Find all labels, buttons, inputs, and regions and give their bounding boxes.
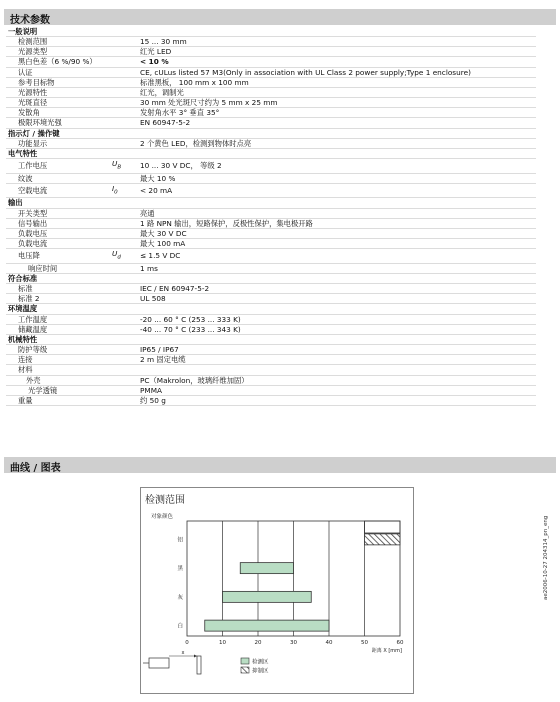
target-schematic xyxy=(197,656,201,674)
spec-symbol xyxy=(112,314,140,324)
spec-label: 外壳 xyxy=(6,375,112,385)
spec-group-row xyxy=(6,198,536,208)
spec-value: UL 508 xyxy=(140,294,536,304)
legend-swatch-suppress xyxy=(241,667,249,673)
spec-row xyxy=(6,365,536,375)
spec-value xyxy=(140,304,536,314)
spec-label: 工作电压 xyxy=(6,159,112,174)
spec-value: 1 ms xyxy=(140,263,536,273)
spec-label: 连接 xyxy=(6,355,112,365)
spec-label: 光斑直径 xyxy=(6,98,112,108)
curves-title: 曲线 / 图表 xyxy=(10,463,61,474)
spec-row xyxy=(6,314,536,324)
category-label: 铝 xyxy=(177,537,183,544)
spec-value: CE, cULus listed 57 M3(Only in association with UL Class 2 power supply;Type 1 enclosure) xyxy=(140,67,536,77)
spec-value: 亮通 xyxy=(140,208,536,218)
spec-row xyxy=(6,324,536,334)
spec-row xyxy=(6,355,536,365)
spec-value: 30 mm 处光斑尺寸约为 5 mm x 25 mm xyxy=(140,98,536,108)
tech-params-title: 技术参数 xyxy=(10,15,50,26)
spec-symbol xyxy=(112,239,140,249)
spec-row xyxy=(6,375,536,385)
spec-group-row xyxy=(6,334,536,344)
spec-value: 红光，调制光 xyxy=(140,87,536,97)
spec-label: 重量 xyxy=(6,395,112,405)
spec-symbol xyxy=(112,304,140,314)
spec-group-label: 环境温度 xyxy=(6,304,112,314)
spec-symbol xyxy=(112,37,140,47)
legend-swatch-detect xyxy=(241,658,249,664)
spec-row xyxy=(6,249,536,264)
spec-value: IP65 / IP67 xyxy=(140,345,536,355)
spec-group-label: 输出 xyxy=(6,198,112,208)
tech-params-header xyxy=(4,9,556,25)
spec-symbol xyxy=(112,98,140,108)
spec-label: 光学透镜 xyxy=(6,385,112,395)
spec-value: 标准黑板， 100 mm x 100 mm xyxy=(140,77,536,87)
spec-symbol xyxy=(112,67,140,77)
spec-value xyxy=(140,198,536,208)
spec-value: 约 50 g xyxy=(140,395,536,405)
spec-label: 参考目标物 xyxy=(6,77,112,87)
spec-symbol xyxy=(112,273,140,283)
spec-label: 负载电压 xyxy=(6,228,112,238)
detect-range-bar xyxy=(240,563,293,574)
spec-value xyxy=(140,148,536,158)
spec-symbol xyxy=(112,77,140,87)
legend-label-detect: 检测区 xyxy=(252,659,269,666)
spec-value: < 20 mA xyxy=(140,183,536,198)
spec-symbol xyxy=(112,355,140,365)
spec-label: 空载电流 xyxy=(6,183,112,198)
spec-symbol xyxy=(112,138,140,148)
spec-value xyxy=(140,365,536,375)
spec-row xyxy=(6,284,536,294)
spec-symbol xyxy=(112,385,140,395)
spec-value: 发射角水平 3° 垂直 35° xyxy=(140,108,536,118)
spec-row xyxy=(6,37,536,47)
spec-label: 开关类型 xyxy=(6,208,112,218)
spec-label: 防护等级 xyxy=(6,345,112,355)
sensor-schematic xyxy=(149,658,169,668)
spec-symbol xyxy=(112,173,140,183)
spec-symbol: $U_d$ xyxy=(112,249,140,264)
x-tick-label: 0 xyxy=(185,640,189,646)
spec-label: 发散角 xyxy=(6,108,112,118)
spec-row xyxy=(6,395,536,405)
spec-label: 工作温度 xyxy=(6,314,112,324)
spec-label: 黑白色差（6 %/90 %） xyxy=(6,57,112,67)
spec-symbol xyxy=(112,324,140,334)
spec-label: 信号输出 xyxy=(6,218,112,228)
x-tick-label: 10 xyxy=(219,640,226,646)
detect-range-bar xyxy=(205,620,329,631)
spec-value: ≤ 1.5 V DC xyxy=(140,249,536,264)
spec-table xyxy=(6,27,536,406)
spec-row xyxy=(6,118,536,128)
spec-label: 极限环境光强 xyxy=(6,118,112,128)
x-tick-label: 60 xyxy=(396,640,404,646)
spec-label: 电压降 xyxy=(6,249,112,264)
category-label: 白 xyxy=(177,623,183,630)
spec-row xyxy=(6,385,536,395)
spec-symbol xyxy=(112,284,140,294)
spec-value xyxy=(140,128,536,138)
spec-symbol xyxy=(112,47,140,57)
spec-symbol xyxy=(112,345,140,355)
spec-symbol xyxy=(112,198,140,208)
spec-row xyxy=(6,67,536,77)
spec-symbol xyxy=(112,148,140,158)
curves-header xyxy=(4,457,556,473)
spec-row xyxy=(6,208,536,218)
spec-label: 负载电流 xyxy=(6,239,112,249)
spec-value: PMMA xyxy=(140,385,536,395)
spec-group-row xyxy=(6,273,536,283)
spec-value: -20 ... 60 ° C (253 ... 333 K) xyxy=(140,314,536,324)
spec-value: PC（Makrolon，玻璃纤维加固） xyxy=(140,375,536,385)
spec-symbol xyxy=(112,57,140,67)
spec-group-label: 指示灯 / 操作键 xyxy=(6,128,112,138)
spec-group-label: 机械特性 xyxy=(6,334,112,344)
spec-group-row xyxy=(6,128,536,138)
spec-value: 10 ... 30 V DC， 等级 2 xyxy=(140,159,536,174)
spec-row xyxy=(6,138,536,148)
legend-label-suppress: 抑制区 xyxy=(252,668,269,675)
spec-value: 红光 LED xyxy=(140,47,536,57)
spec-row xyxy=(6,345,536,355)
spec-value: 最大 100 mA xyxy=(140,239,536,249)
spec-row xyxy=(6,108,536,118)
spec-symbol: $U_B$ xyxy=(112,159,140,174)
spec-label: 功能显示 xyxy=(6,138,112,148)
spec-symbol xyxy=(112,218,140,228)
spec-symbol xyxy=(112,118,140,128)
spec-label: 储藏温度 xyxy=(6,324,112,334)
spec-row xyxy=(6,173,536,183)
spec-value: 2 m 固定电缆 xyxy=(140,355,536,365)
spec-row xyxy=(6,218,536,228)
spec-label: 纹波 xyxy=(6,173,112,183)
spec-group-label: 一般说明 xyxy=(6,27,112,37)
spec-row xyxy=(6,239,536,249)
x-tick-label: 50 xyxy=(361,640,368,646)
spec-symbol xyxy=(112,27,140,37)
chart-title: 检测范围 xyxy=(145,495,185,506)
spec-symbol xyxy=(112,208,140,218)
spec-label: 标准 2 xyxy=(6,294,112,304)
spec-symbol xyxy=(112,294,140,304)
spec-symbol xyxy=(112,87,140,97)
spec-row xyxy=(6,228,536,238)
spec-value xyxy=(140,273,536,283)
spec-label: 响应时间 xyxy=(6,263,112,273)
spec-label: 认证 xyxy=(6,67,112,77)
x-tick-label: 20 xyxy=(254,640,262,646)
spec-row xyxy=(6,183,536,198)
spec-value: 15 ... 30 mm xyxy=(140,37,536,47)
spec-label: 检测范围 xyxy=(6,37,112,47)
chart-subtitle: 对象颜色 xyxy=(151,514,174,520)
spec-row xyxy=(6,57,536,67)
spec-value: 1 路 NPN 输出，短路保护，反极性保护，集电极开路 xyxy=(140,218,536,228)
spec-value: -40 ... 70 ° C (233 ... 343 K) xyxy=(140,324,536,334)
chart-svg xyxy=(141,488,413,693)
spec-value xyxy=(140,334,536,344)
spec-symbol xyxy=(112,395,140,405)
suppress-range-bar xyxy=(365,534,401,545)
spec-label: 材料 xyxy=(6,365,112,375)
distance-symbol: x xyxy=(181,650,185,656)
spec-value: 最大 10 % xyxy=(140,173,536,183)
x-tick-label: 30 xyxy=(290,640,297,646)
spec-row xyxy=(6,77,536,87)
spec-symbol xyxy=(112,128,140,138)
spec-value: IEC / EN 60947-5-2 xyxy=(140,284,536,294)
spec-symbol xyxy=(112,334,140,344)
spec-row xyxy=(6,98,536,108)
spec-group-row xyxy=(6,27,536,37)
spec-row xyxy=(6,263,536,273)
spec-row xyxy=(6,294,536,304)
spec-group-label: 符合标准 xyxy=(6,273,112,283)
spec-symbol xyxy=(112,375,140,385)
spec-label: 标准 xyxy=(6,284,112,294)
spec-value: 最大 30 V DC xyxy=(140,228,536,238)
category-label: 灰 xyxy=(177,594,183,601)
doc-date-code: ae2006-10-27 204314_pn_eng xyxy=(543,515,549,600)
spec-value xyxy=(140,27,536,37)
spec-group-row xyxy=(6,148,536,158)
spec-value: < 10 % xyxy=(140,57,536,67)
detection-range-chart xyxy=(140,487,414,694)
spec-row xyxy=(6,87,536,97)
spec-symbol xyxy=(112,263,140,273)
category-label: 黑 xyxy=(177,566,183,573)
x-tick-label: 40 xyxy=(325,640,333,646)
spec-symbol xyxy=(112,365,140,375)
spec-row xyxy=(6,47,536,57)
spec-symbol: $I_0$ xyxy=(112,183,140,198)
distance-arrowhead xyxy=(194,655,197,658)
spec-group-row xyxy=(6,304,536,314)
spec-group-label: 电气特性 xyxy=(6,148,112,158)
spec-value: 2 个黄色 LED，检测到物体时点亮 xyxy=(140,138,536,148)
spec-symbol xyxy=(112,108,140,118)
spec-label: 光源类型 xyxy=(6,47,112,57)
spec-value: EN 60947-5-2 xyxy=(140,118,536,128)
spec-symbol xyxy=(112,228,140,238)
spec-label: 光源特性 xyxy=(6,87,112,97)
detect-range-bar xyxy=(223,591,312,602)
x-axis-label: 距离 X [mm] xyxy=(371,648,402,654)
spec-row xyxy=(6,159,536,174)
